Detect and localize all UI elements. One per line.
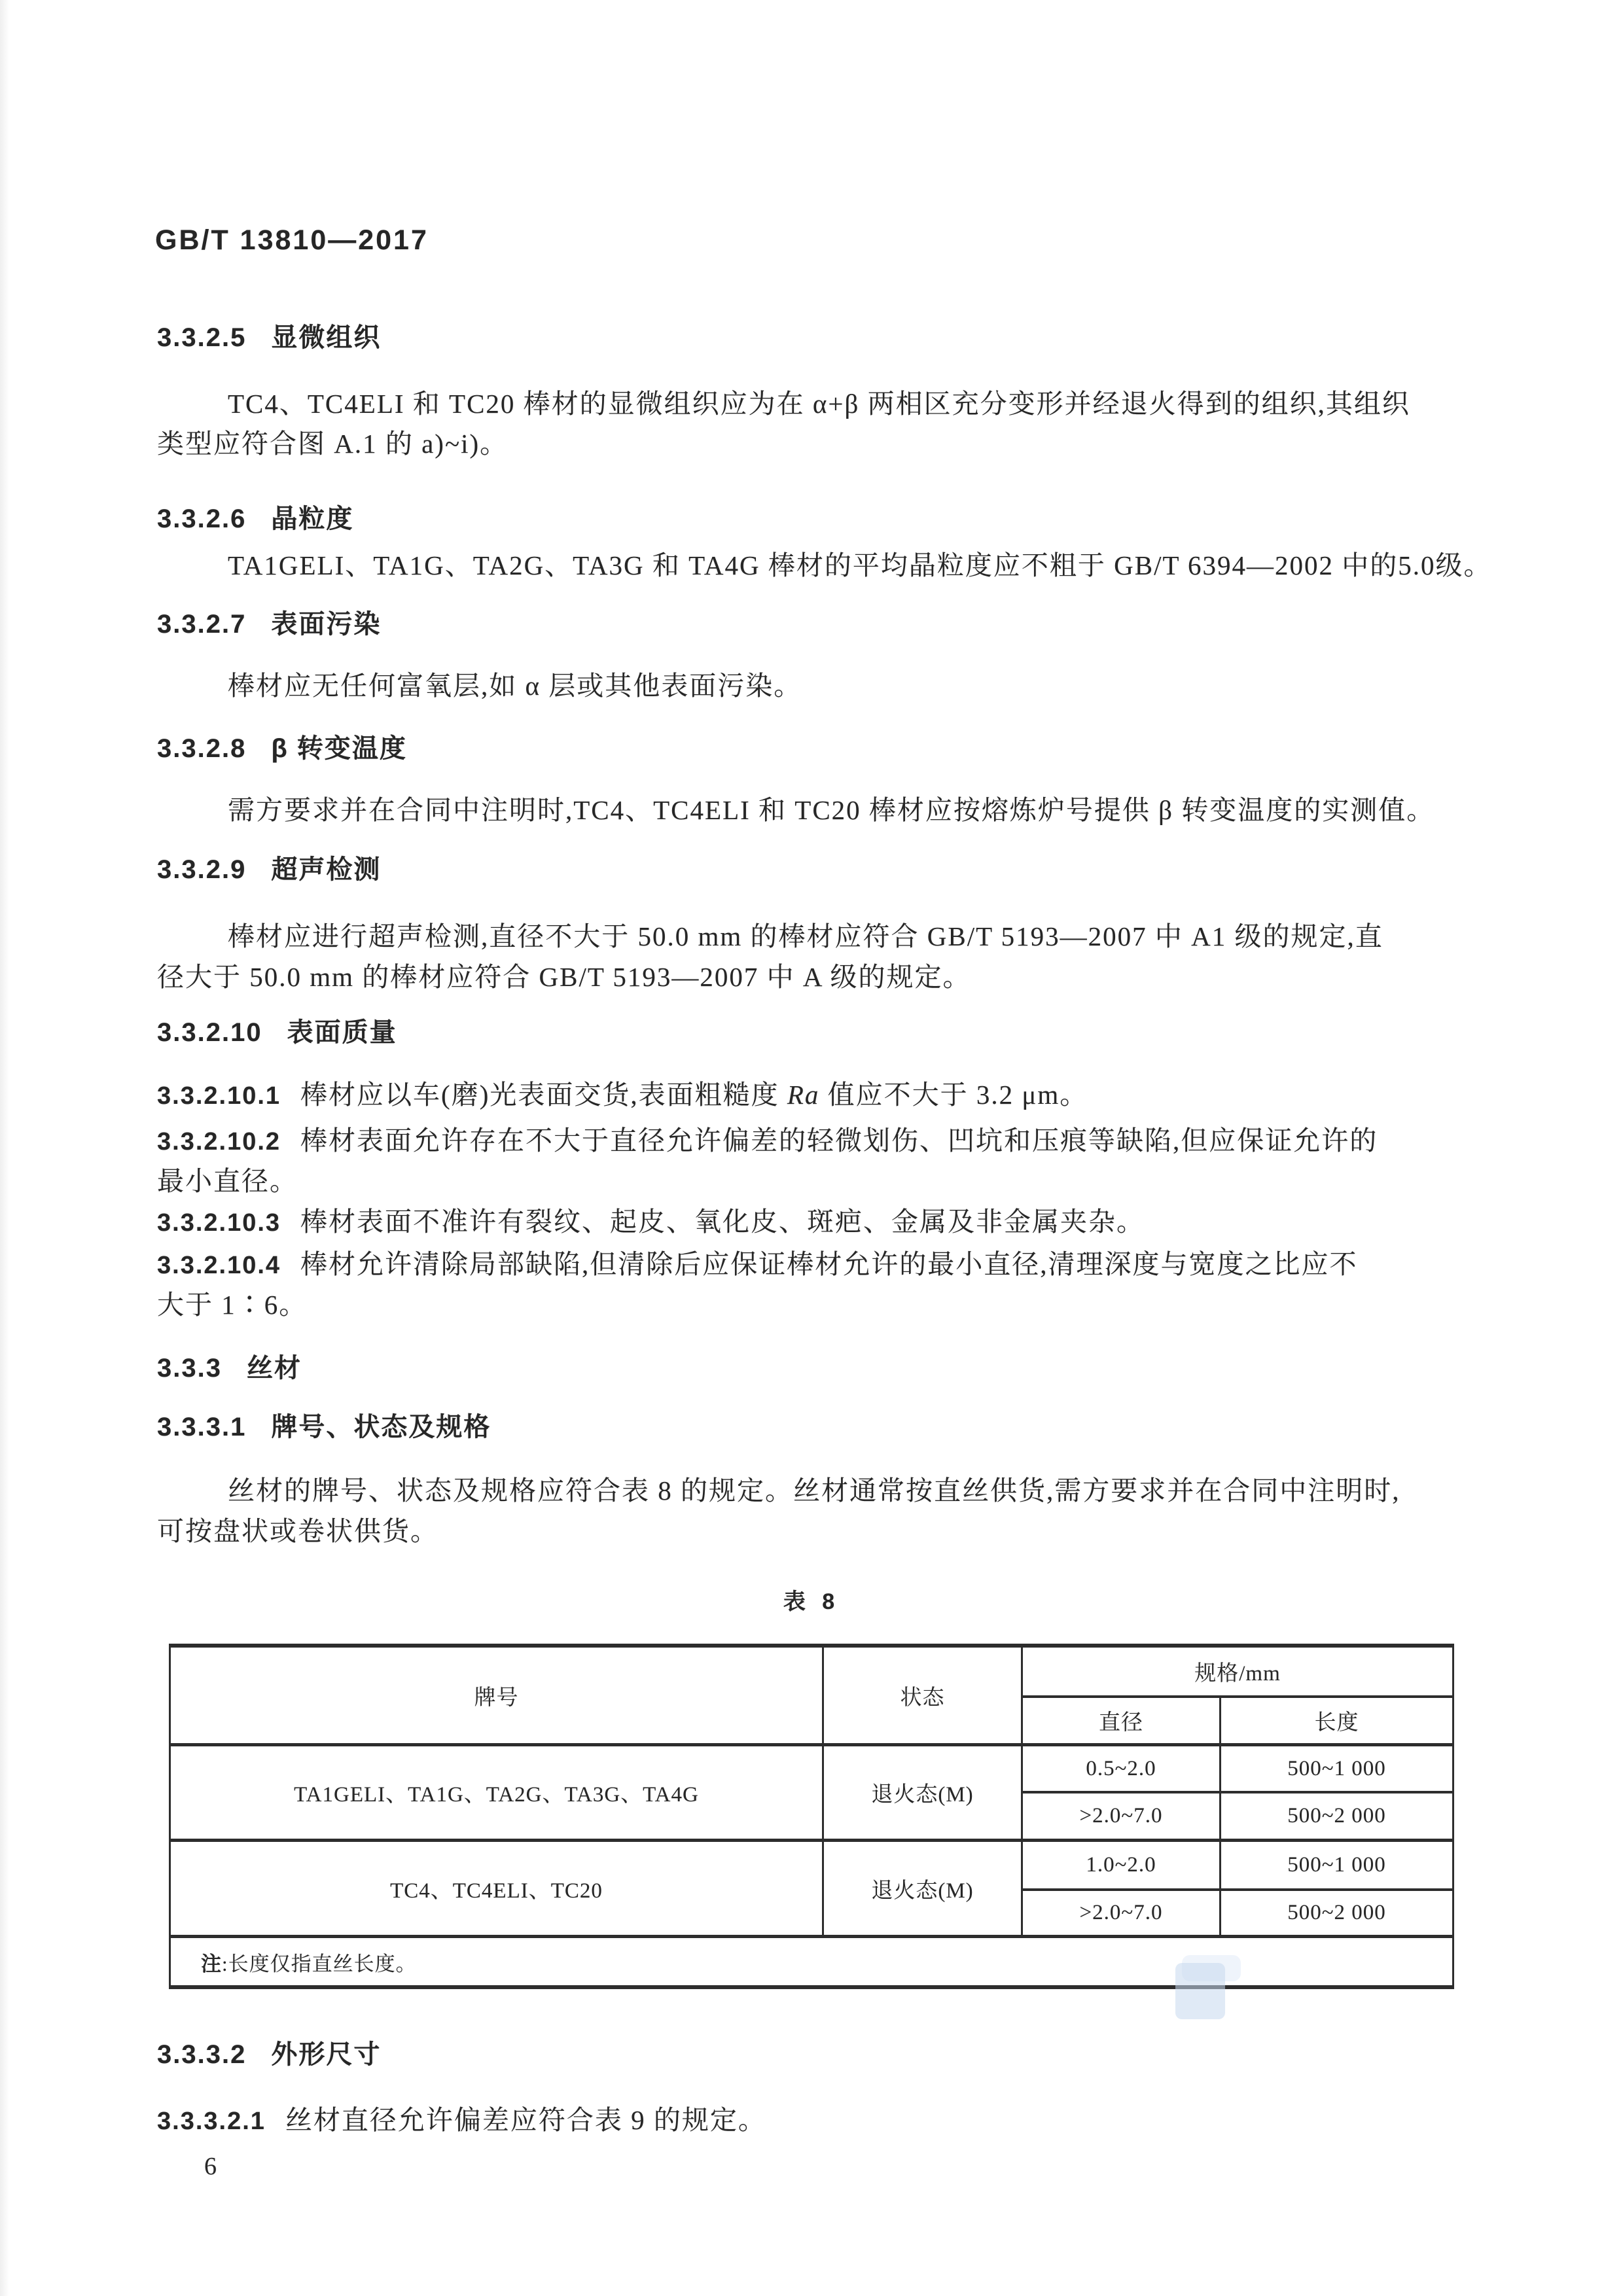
scan-edge-shade <box>0 0 9 2296</box>
table-8 <box>169 1644 1454 1989</box>
clause-number: 3.3.2.10.1 <box>157 1082 281 1110</box>
heading-3-3-3 <box>157 1355 302 1381</box>
paragraph-line: 径大于 50.0 mm 的棒材应符合 GB/T 5193—2007 中 A 级的规定。 <box>157 962 971 992</box>
clause-text: 棒材应以车(磨)光表面交货,表面粗糙度 <box>300 1080 787 1110</box>
clause-text: 丝材直径允许偏差应符合表 9 的规定。 <box>285 2105 766 2135</box>
section-number: 3.3.2.10 <box>157 1018 262 1047</box>
cell-length: 500~1 000 <box>1287 1756 1386 1780</box>
paragraph-line: 棒材应进行超声检测,直径不大于 50.0 mm 的棒材应符合 GB/T 5193—2007 中 A1 级的规定,直 <box>228 921 1383 951</box>
section-number: 3.3.2.7 <box>157 610 247 639</box>
cell-diameter: >2.0~7.0 <box>1079 1804 1163 1828</box>
paragraph-line: 最小直径。 <box>157 1166 298 1196</box>
heading-3-3-2-10 <box>157 1019 397 1046</box>
numbered-paragraph <box>157 1251 1358 1278</box>
doc-code: GB/T 13810—2017 <box>155 224 429 256</box>
paragraph-line: 棒材应无任何富氧层,如 α 层或其他表面污染。 <box>228 671 802 701</box>
clause-number: 3.3.2.10.4 <box>157 1252 281 1279</box>
cell-diameter: 1.0~2.0 <box>1086 1853 1156 1877</box>
clause-text: 棒材允许清除局部缺陷,但清除后应保证棒材允许的最小直径,清理深度与宽度之比应不 <box>300 1249 1358 1279</box>
section-label: β 转变温度 <box>271 734 407 763</box>
section-label: 牌号、状态及规格 <box>271 1413 491 1441</box>
section-number: 3.3.3.2 <box>157 2040 247 2069</box>
section-label: 显微组织 <box>271 323 382 352</box>
page-number: 6 <box>204 2153 218 2180</box>
paragraph-line: 丝材的牌号、状态及规格应符合表 8 的规定。丝材通常按直丝供货,需方要求并在合同中注明时, <box>228 1475 1400 1506</box>
cell-state: 退火态(M) <box>871 1783 974 1807</box>
numbered-paragraph <box>157 2107 766 2134</box>
clause-text: 棒材表面允许存在不大于直径允许偏差的轻微划伤、凹坑和压痕等缺陷,但应保证允许的 <box>300 1125 1378 1156</box>
table-border-right <box>1452 1644 1454 1989</box>
cell-length: 500~2 000 <box>1287 1901 1386 1924</box>
note-text: :长度仅指直丝长度。 <box>222 1952 417 1975</box>
heading-3-3-2-6 <box>157 506 353 532</box>
cell-state: 退火态(M) <box>871 1879 974 1903</box>
cell-grade: TC4、TC4ELI、TC20 <box>390 1879 603 1903</box>
numbered-paragraph <box>157 1082 1088 1108</box>
section-number: 3.3.2.5 <box>157 323 247 352</box>
note-label: 注 <box>201 1952 222 1975</box>
cell-length: 500~2 000 <box>1287 1804 1386 1828</box>
cell-diameter: >2.0~7.0 <box>1079 1901 1163 1924</box>
col-header-spec: 规格/mm <box>1194 1662 1281 1686</box>
table-note <box>171 1938 1452 1985</box>
clause-number: 3.3.2.10.2 <box>157 1128 281 1156</box>
table-border-bottom <box>169 1985 1454 1989</box>
heading-3-3-2-9 <box>157 857 381 883</box>
clause-text: 棒材表面不准许有裂纹、起皮、氧化皮、斑疤、金属及非金属夹杂。 <box>300 1207 1145 1237</box>
section-number: 3.3.3.1 <box>157 1413 247 1441</box>
heading-3-3-2-5 <box>157 325 381 351</box>
clause-number: 3.3.3.2.1 <box>157 2108 266 2135</box>
heading-3-3-3-2 <box>157 2041 381 2068</box>
heading-3-3-2-8 <box>157 735 407 762</box>
table-caption: 表 8 <box>783 1589 840 1614</box>
section-label: 晶粒度 <box>271 504 354 533</box>
col-header-grade: 牌号 <box>474 1686 519 1710</box>
section-number: 3.3.2.6 <box>157 504 247 533</box>
cell-grade: TA1GELI、TA1G、TA2G、TA3G、TA4G <box>294 1783 699 1807</box>
paragraph-line: 类型应符合图 A.1 的 a)~i)。 <box>157 429 508 459</box>
col-header-diameter: 直径 <box>1099 1711 1143 1735</box>
section-label: 外形尺寸 <box>271 2040 382 2069</box>
heading-3-3-2-7 <box>157 611 381 637</box>
section-label: 丝材 <box>246 1354 302 1383</box>
section-number: 3.3.2.9 <box>157 855 247 884</box>
section-label: 表面质量 <box>287 1018 397 1047</box>
numbered-paragraph <box>157 1209 1145 1235</box>
watermark <box>1175 1963 1225 2019</box>
clause-text: 值应不大于 3.2 μm。 <box>819 1080 1088 1110</box>
heading-3-3-3-1 <box>157 1414 491 1440</box>
paragraph-line: TA1GELI、TA1G、TA2G、TA3G 和 TA4G 棒材的平均晶粒度应不粗于 GB/T 6394—2002 中的5.0级。 <box>228 550 1492 580</box>
col-header-length: 长度 <box>1314 1711 1359 1735</box>
paragraph-line: 大于 1∶6。 <box>157 1290 308 1320</box>
paragraph-line: TC4、TC4ELI 和 TC20 棒材的显微组织应为在 α+β 两相区充分变形并经退火得到的组织,其组织 <box>228 389 1410 419</box>
cell-diameter: 0.5~2.0 <box>1086 1756 1156 1780</box>
section-label: 表面污染 <box>271 610 382 639</box>
section-number: 3.3.2.8 <box>157 734 247 763</box>
paragraph-line: 需方要求并在合同中注明时,TC4、TC4ELI 和 TC20 棒材应按熔炼炉号提供 β 转变温度的实测值。 <box>228 795 1435 825</box>
col-header-state: 状态 <box>900 1686 945 1710</box>
cell-length: 500~1 000 <box>1287 1853 1386 1877</box>
clause-number: 3.3.2.10.3 <box>157 1209 281 1237</box>
section-label: 超声检测 <box>271 855 382 884</box>
paragraph-line: 可按盘状或卷状供货。 <box>157 1516 438 1546</box>
ra-symbol: Ra <box>787 1080 820 1110</box>
numbered-paragraph <box>157 1127 1378 1154</box>
section-number: 3.3.3 <box>157 1354 222 1383</box>
